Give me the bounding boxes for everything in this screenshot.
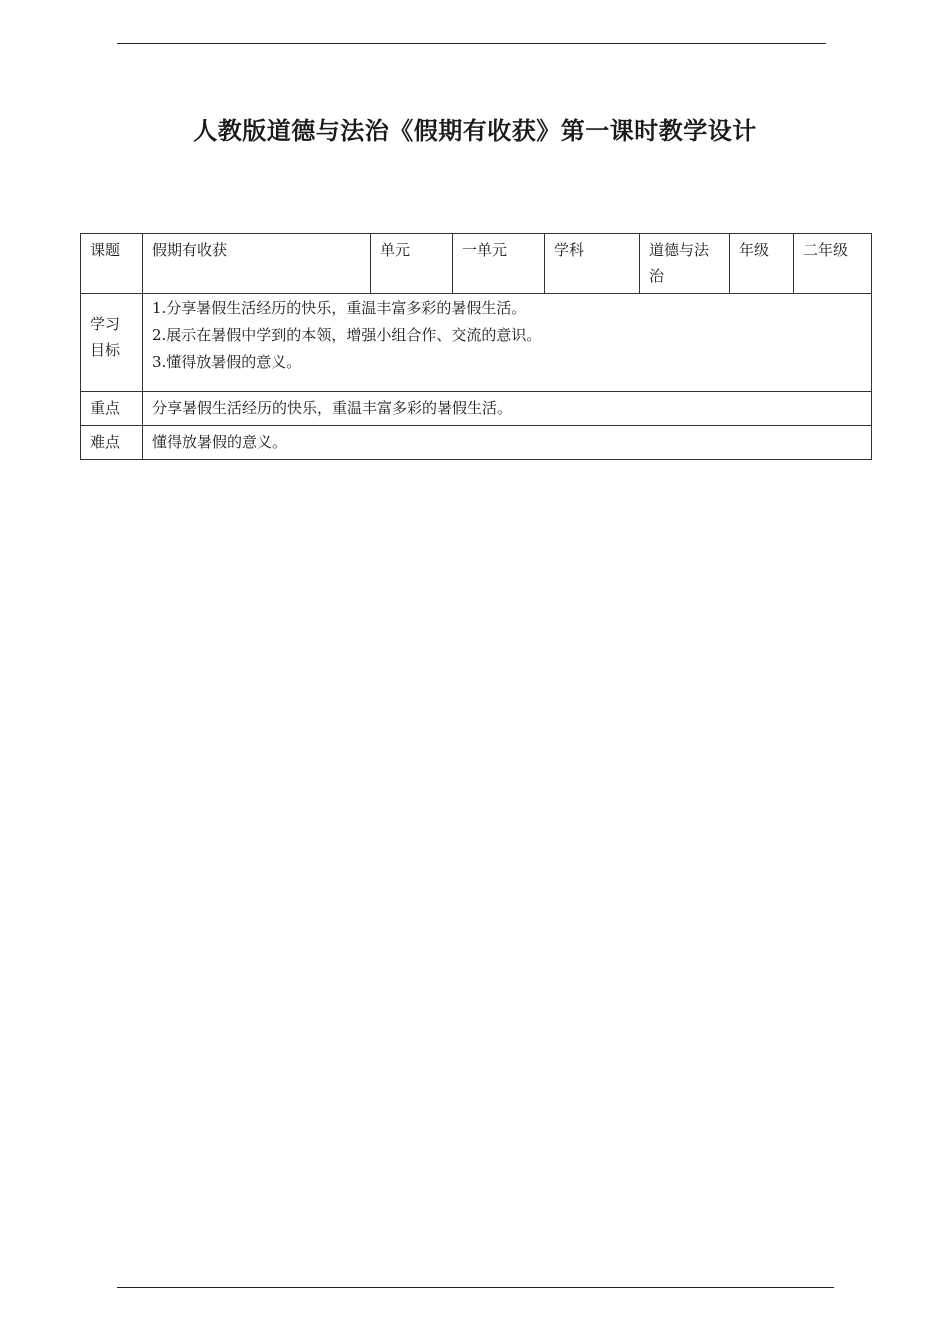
topic-value: 假期有收获 xyxy=(143,234,371,294)
goal-item: 3.懂得放暑假的意义。 xyxy=(152,353,302,371)
grade-label: 年级 xyxy=(730,234,794,294)
document-title: 人教版道德与法治《假期有收获》第一课时教学设计 xyxy=(193,117,757,145)
key-point-value: 分享暑假生活经历的快乐，重温丰富多彩的暑假生活。 xyxy=(143,392,872,426)
unit-label: 单元 xyxy=(371,234,453,294)
goals-list xyxy=(143,294,872,392)
header-rule xyxy=(117,43,826,44)
goals-label: 学习目标 xyxy=(81,294,143,392)
table-row-goals xyxy=(81,294,872,392)
grade-value: 二年级 xyxy=(794,234,872,294)
key-point-label: 重点 xyxy=(81,392,143,426)
subject-label: 学科 xyxy=(545,234,640,294)
subject-value: 道德与法治 xyxy=(640,234,730,294)
table-row-key-point xyxy=(81,392,872,426)
difficulty-value: 懂得放暑假的意义。 xyxy=(143,426,872,460)
table-row-difficulty xyxy=(81,426,872,460)
goal-item: 1.分享暑假生活经历的快乐，重温丰富多彩的暑假生活。 xyxy=(152,299,527,317)
footer-rule xyxy=(117,1287,834,1288)
unit-value: 一单元 xyxy=(453,234,545,294)
goal-item: 2.展示在暑假中学到的本领，增强小组合作、交流的意识。 xyxy=(152,326,542,344)
table-row-header-info xyxy=(81,234,872,294)
lesson-plan-table xyxy=(80,233,872,460)
topic-label: 课题 xyxy=(81,234,143,294)
difficulty-label: 难点 xyxy=(81,426,143,460)
